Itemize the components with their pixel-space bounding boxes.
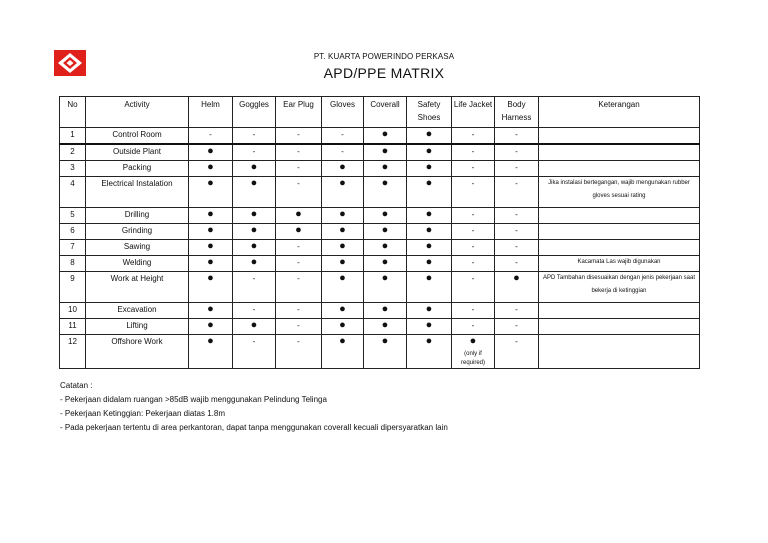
column-header: Ear Plug (276, 97, 322, 128)
not-required-marker: - (471, 210, 475, 219)
ppe-cell (495, 177, 539, 208)
ppe-cell (189, 128, 233, 145)
keterangan-cell (539, 208, 700, 224)
activity-cell: Offshore Work (86, 335, 189, 369)
required-marker: ● (425, 208, 433, 220)
not-required-marker: - (515, 179, 518, 188)
ppe-cell (276, 319, 322, 335)
ppe-cell (276, 144, 322, 161)
ppe-cell (407, 128, 452, 145)
not-required-marker: - (515, 305, 518, 314)
ppe-cell (364, 128, 407, 145)
ppe-cell (189, 335, 233, 369)
required-marker: ● (207, 145, 214, 157)
not-required-marker: - (471, 258, 475, 267)
note-item: - Pada pekerjaan tertentu di area perkantoran, dapat tanpa menggunakan coverall kecuali dipersyaratkan lain (60, 423, 448, 432)
activity-cell: Welding (86, 256, 189, 272)
keterangan-cell (539, 128, 700, 145)
not-required-marker: - (297, 130, 300, 139)
ppe-cell (452, 256, 495, 272)
ppe-cell (276, 208, 322, 224)
ppe-cell (452, 335, 495, 369)
ppe-cell (233, 208, 276, 224)
activity-cell: Grinding (86, 224, 189, 240)
required-marker: ● (339, 224, 346, 236)
row-number: 5 (60, 208, 86, 224)
ppe-cell (233, 335, 276, 369)
company-name: PT. KUARTA POWERINDO PERKASA (313, 52, 455, 61)
table-row (60, 177, 700, 208)
ppe-cell (452, 240, 495, 256)
ppe-cell (364, 240, 407, 256)
keterangan-cell: Jika instalasi bertegangan, wajib mengunakan rubber gloves sesuai rating (539, 177, 700, 208)
required-marker: ● (207, 272, 214, 284)
ppe-cell (495, 335, 539, 369)
ppe-cell (452, 208, 495, 224)
not-required-marker: - (252, 147, 256, 156)
column-header: Safety Shoes (407, 97, 452, 128)
ppe-cell (452, 161, 495, 177)
table-row (60, 335, 700, 369)
required-marker: ● (250, 177, 258, 189)
ppe-cell (189, 272, 233, 303)
ppe-cell (452, 272, 495, 303)
ppe-cell (233, 177, 276, 208)
not-required-marker: - (471, 274, 475, 283)
ppe-cell (322, 272, 364, 303)
column-header: Coverall (364, 97, 407, 128)
ppe-cell (407, 335, 452, 369)
ppe-cell (495, 161, 539, 177)
not-required-marker: - (515, 210, 518, 219)
ppe-cell (407, 208, 452, 224)
required-marker: ● (425, 161, 433, 173)
ppe-cell (364, 224, 407, 240)
not-required-marker: - (471, 163, 475, 172)
ppe-cell (495, 224, 539, 240)
column-header: Life Jacket (452, 97, 495, 128)
not-required-marker: - (252, 274, 256, 283)
ppe-matrix-table (59, 96, 700, 369)
ppe-cell (495, 208, 539, 224)
ppe-cell (322, 303, 364, 319)
ppe-cell (276, 128, 322, 145)
keterangan-cell (539, 224, 700, 240)
ppe-cell (276, 177, 322, 208)
not-required-marker: - (297, 163, 300, 172)
ppe-cell (322, 128, 364, 145)
activity-cell: Packing (86, 161, 189, 177)
not-required-marker: - (471, 226, 475, 235)
required-marker: ● (339, 319, 346, 331)
required-marker: ● (295, 208, 302, 220)
ppe-cell (189, 319, 233, 335)
ppe-cell (233, 303, 276, 319)
row-number: 1 (60, 128, 86, 145)
ppe-cell (276, 256, 322, 272)
ppe-cell (407, 177, 452, 208)
required-marker: ● (339, 256, 346, 268)
not-required-marker: - (471, 130, 475, 139)
not-required-marker: - (297, 274, 300, 283)
not-required-marker: - (297, 242, 300, 251)
ppe-cell (407, 319, 452, 335)
required-marker: ● (207, 224, 214, 236)
activity-cell: Work at Height (86, 272, 189, 303)
not-required-marker: - (515, 226, 518, 235)
required-marker: ● (425, 335, 433, 347)
column-header: Activity (86, 97, 189, 128)
ppe-cell (452, 319, 495, 335)
activity-cell: Drilling (86, 208, 189, 224)
ppe-cell (322, 224, 364, 240)
not-required-marker: - (252, 305, 256, 314)
life-jacket-note: (only if required) (460, 351, 485, 366)
notes-heading: Catatan : (60, 381, 93, 390)
not-required-marker: - (209, 130, 212, 139)
required-marker: ● (381, 208, 389, 220)
row-number: 9 (60, 272, 86, 303)
required-marker: ● (207, 256, 214, 268)
ppe-cell (364, 319, 407, 335)
not-required-marker: - (471, 242, 475, 251)
required-marker: ● (425, 319, 433, 331)
column-header: Helm (189, 97, 233, 128)
ppe-cell (233, 144, 276, 161)
ppe-cell (452, 177, 495, 208)
ppe-cell (189, 224, 233, 240)
ppe-cell (364, 144, 407, 161)
ppe-cell (276, 224, 322, 240)
ppe-cell (407, 224, 452, 240)
not-required-marker: - (297, 147, 300, 156)
required-marker: ● (425, 145, 433, 157)
ppe-cell (407, 144, 452, 161)
required-marker: ● (250, 161, 258, 173)
not-required-marker: - (297, 337, 300, 346)
ppe-cell (364, 272, 407, 303)
row-number: 8 (60, 256, 86, 272)
not-required-marker: - (471, 305, 475, 314)
activity-cell: Excavation (86, 303, 189, 319)
ppe-cell (233, 224, 276, 240)
table-row (60, 272, 700, 303)
column-header: Keterangan (539, 97, 700, 128)
ppe-cell (276, 335, 322, 369)
activity-cell: Sawing (86, 240, 189, 256)
keterangan-cell (539, 303, 700, 319)
activity-cell: Lifting (86, 319, 189, 335)
ppe-cell (495, 128, 539, 145)
required-marker: ● (250, 224, 258, 236)
ppe-cell (189, 303, 233, 319)
table-row (60, 144, 700, 161)
required-marker: ● (339, 303, 346, 315)
not-required-marker: - (515, 163, 518, 172)
ppe-cell (322, 208, 364, 224)
ppe-cell (495, 240, 539, 256)
required-marker: ● (207, 335, 214, 347)
ppe-cell (364, 161, 407, 177)
ppe-cell (189, 256, 233, 272)
ppe-cell (322, 144, 364, 161)
required-marker: ● (381, 128, 389, 140)
required-marker: ● (207, 208, 214, 220)
ppe-cell (495, 256, 539, 272)
ppe-cell (407, 240, 452, 256)
required-marker: ● (207, 303, 214, 315)
required-marker: ● (250, 256, 258, 268)
table-row (60, 319, 700, 335)
not-required-marker: - (297, 321, 300, 330)
row-number: 10 (60, 303, 86, 319)
ppe-cell (233, 272, 276, 303)
required-marker: ● (339, 335, 346, 347)
required-marker: ● (381, 256, 389, 268)
table-row (60, 240, 700, 256)
column-header: Goggles (233, 97, 276, 128)
required-marker: ● (250, 319, 258, 331)
required-marker: ● (381, 319, 389, 331)
ppe-cell (452, 144, 495, 161)
required-marker: ● (250, 240, 258, 252)
keterangan-cell (539, 335, 700, 369)
required-marker: ● (339, 272, 346, 284)
table-row (60, 224, 700, 240)
required-marker: ● (381, 224, 389, 236)
row-number: 11 (60, 319, 86, 335)
not-required-marker: - (252, 130, 256, 139)
keterangan-cell (539, 161, 700, 177)
ppe-cell (495, 144, 539, 161)
required-marker: ● (425, 303, 433, 315)
ppe-cell (189, 208, 233, 224)
keterangan-cell: APD Tambahan disesuaikan dengan jenis pekerjaan saat bekerja di ketinggian (539, 272, 700, 303)
ppe-cell (276, 240, 322, 256)
activity-cell: Control Room (86, 128, 189, 145)
ppe-cell (189, 240, 233, 256)
ppe-cell (189, 144, 233, 161)
required-marker: ● (425, 256, 433, 268)
required-marker: ● (381, 303, 389, 315)
not-required-marker: - (341, 147, 344, 156)
keterangan-cell (539, 144, 700, 161)
row-number: 12 (60, 335, 86, 369)
ppe-cell (322, 319, 364, 335)
table-header-row (60, 97, 700, 128)
not-required-marker: - (471, 179, 475, 188)
not-required-marker: - (297, 179, 300, 188)
required-marker: ● (381, 272, 389, 284)
required-marker: ● (469, 335, 477, 347)
not-required-marker: - (515, 258, 518, 267)
required-marker: ● (425, 272, 433, 284)
not-required-marker: - (515, 130, 518, 139)
required-marker: ● (381, 145, 389, 157)
required-marker: ● (425, 177, 433, 189)
ppe-cell (495, 272, 539, 303)
page-title: APD/PPE MATRIX (323, 65, 445, 81)
ppe-cell (452, 303, 495, 319)
required-marker: ● (381, 177, 389, 189)
not-required-marker: - (252, 337, 256, 346)
column-header: Gloves (322, 97, 364, 128)
row-number: 2 (60, 144, 86, 161)
keterangan-cell (539, 319, 700, 335)
column-header: No (60, 97, 86, 128)
ppe-cell (322, 335, 364, 369)
ppe-cell (322, 177, 364, 208)
ppe-cell (452, 224, 495, 240)
not-required-marker: - (471, 147, 475, 156)
required-marker: ● (425, 240, 433, 252)
not-required-marker: - (515, 321, 518, 330)
row-number: 6 (60, 224, 86, 240)
ppe-cell (322, 256, 364, 272)
ppe-cell (276, 303, 322, 319)
not-required-marker: - (297, 258, 300, 267)
required-marker: ● (339, 208, 346, 220)
activity-cell: Outside Plant (86, 144, 189, 161)
required-marker: ● (381, 240, 389, 252)
table-row (60, 303, 700, 319)
required-marker: ● (513, 272, 520, 284)
note-item: - Pekerjaan didalam ruangan >85dB wajib menggunakan Pelindung Telinga (60, 395, 327, 404)
column-header: Body Harness (495, 97, 539, 128)
row-number: 3 (60, 161, 86, 177)
not-required-marker: - (341, 130, 344, 139)
ppe-cell (495, 303, 539, 319)
not-required-marker: - (471, 321, 475, 330)
required-marker: ● (207, 240, 214, 252)
ppe-cell (407, 161, 452, 177)
ppe-cell (407, 256, 452, 272)
required-marker: ● (207, 177, 214, 189)
keterangan-cell (539, 240, 700, 256)
ppe-cell (189, 177, 233, 208)
ppe-cell (364, 256, 407, 272)
ppe-cell (452, 128, 495, 145)
row-number: 7 (60, 240, 86, 256)
ppe-cell (233, 256, 276, 272)
required-marker: ● (339, 240, 346, 252)
ppe-cell (233, 128, 276, 145)
ppe-cell (276, 161, 322, 177)
row-number: 4 (60, 177, 86, 208)
ppe-cell (364, 177, 407, 208)
note-item: - Pekerjaan Ketinggian: Pekerjaan diatas 1.8m (60, 409, 225, 418)
required-marker: ● (295, 224, 302, 236)
required-marker: ● (250, 208, 258, 220)
not-required-marker: - (297, 305, 300, 314)
required-marker: ● (381, 161, 389, 173)
ppe-cell (407, 272, 452, 303)
table-row (60, 161, 700, 177)
table-row (60, 256, 700, 272)
ppe-cell (364, 208, 407, 224)
activity-cell: Electrical Instalation (86, 177, 189, 208)
table-row (60, 208, 700, 224)
not-required-marker: - (515, 147, 518, 156)
ppe-cell (233, 319, 276, 335)
ppe-cell (322, 240, 364, 256)
required-marker: ● (339, 177, 346, 189)
ppe-cell (233, 161, 276, 177)
notes-section (60, 379, 448, 435)
table-body (60, 128, 700, 369)
table-row (60, 128, 700, 145)
keterangan-cell: Kacamata Las wajib digunakan (539, 256, 700, 272)
required-marker: ● (207, 161, 214, 173)
ppe-cell (233, 240, 276, 256)
required-marker: ● (207, 319, 214, 331)
ppe-cell (189, 161, 233, 177)
required-marker: ● (381, 335, 389, 347)
required-marker: ● (425, 128, 433, 140)
not-required-marker: - (515, 242, 518, 251)
ppe-cell (364, 335, 407, 369)
ppe-cell (407, 303, 452, 319)
required-marker: ● (425, 224, 433, 236)
required-marker: ● (339, 161, 346, 173)
not-required-marker: - (515, 337, 518, 346)
ppe-cell (495, 319, 539, 335)
ppe-cell (276, 272, 322, 303)
ppe-cell (364, 303, 407, 319)
ppe-cell (322, 161, 364, 177)
